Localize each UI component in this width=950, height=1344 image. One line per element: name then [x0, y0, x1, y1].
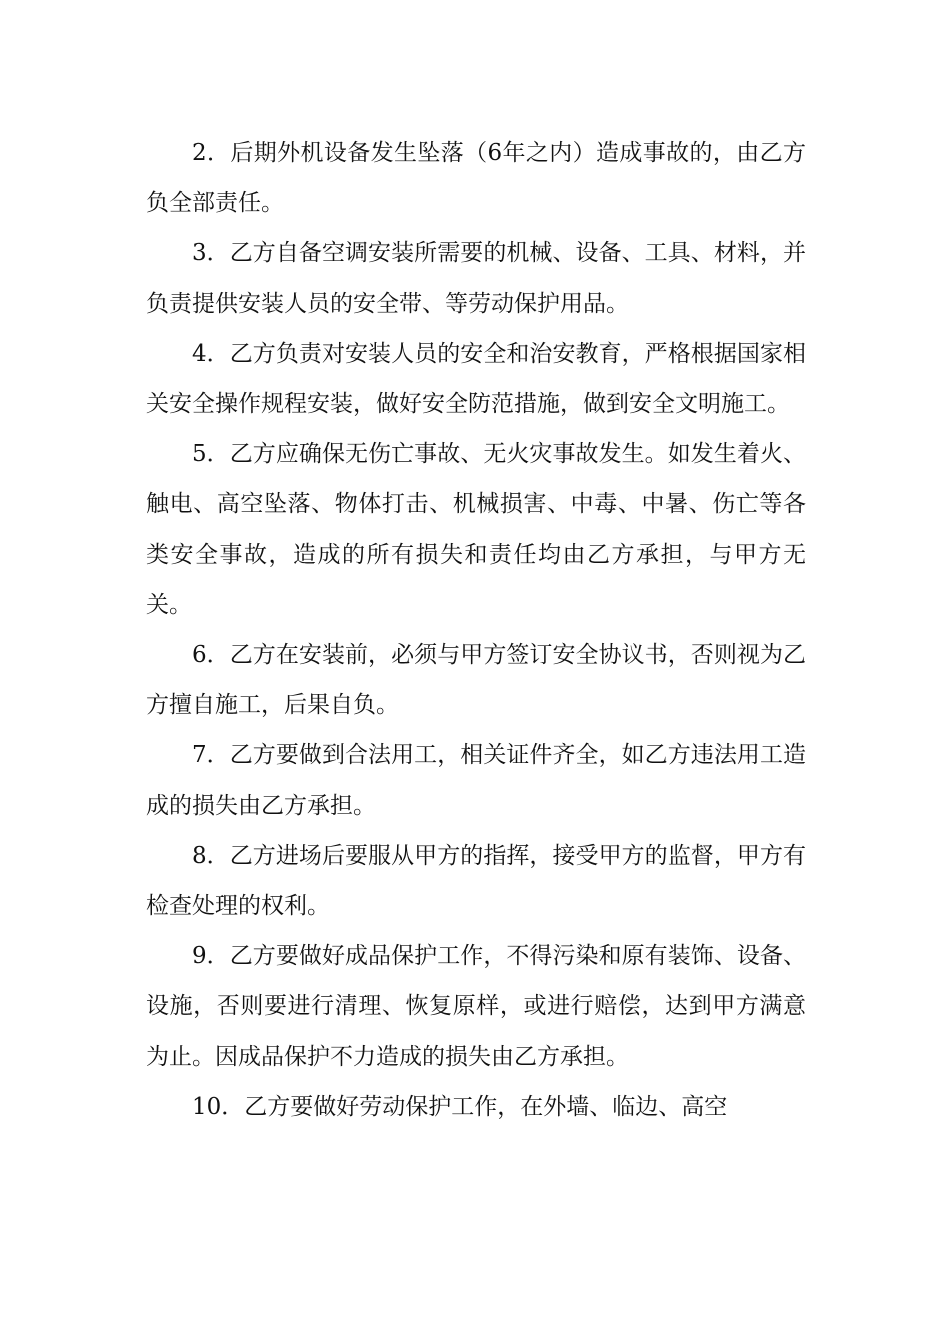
clause-5: 5．乙方应确保无伤亡事故、无火灾事故发生。如发生着火、触电、高空坠落、物体打击、机械损害、中毒、中暑、伤亡等各类安全事故，造成的所有损失和责任均由乙方承担，与甲方无关。: [146, 441, 806, 618]
clause-7: 7．乙方要做到合法用工，相关证件齐全，如乙方违法用工造成的损失由乙方承担。: [146, 742, 806, 819]
clause-8: 8．乙方进场后要服从甲方的指挥，接受甲方的监督，甲方有检查处理的权利。: [146, 842, 806, 920]
clause-3: 3．乙方自备空调安装所需要的机械、设备、工具、材料，并负责提供安装人员的安全带、等劳动保护用品。: [146, 240, 806, 317]
clause-6: 6．乙方在安装前，必须与甲方签订安全协议书，否则视为乙方擅自施工，后果自负。: [146, 642, 806, 719]
clause-2: 2．后期外机设备发生坠落（6年之内）造成事故的，由乙方负全部责任。: [146, 140, 806, 217]
clause-4: 4．乙方负责对安装人员的安全和治安教育，严格根据国家相关安全操作规程安装，做好安全防范措施，做到安全文明施工。: [146, 340, 806, 418]
contract-clauses: [146, 128, 806, 1132]
clause-10: 10．乙方要做好劳动保护工作，在外墙、临边、高空: [192, 1093, 728, 1120]
clause-9: 9．乙方要做好成品保护工作，不得污染和原有装饰、设备、设施，否则要进行清理、恢复原样，或进行赔偿，达到甲方满意为止。因成品保护不力造成的损失由乙方承担。: [146, 943, 806, 1070]
